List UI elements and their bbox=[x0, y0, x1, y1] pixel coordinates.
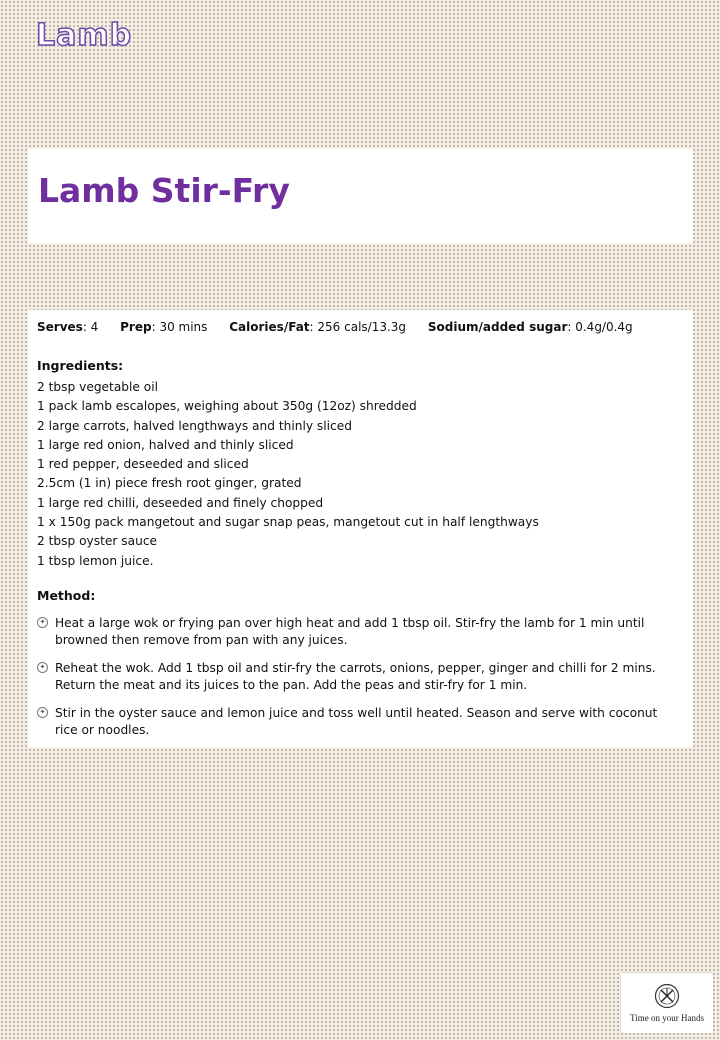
calories-label: Calories/Fat bbox=[229, 320, 310, 334]
ingredient-item: 2 large carrots, halved lengthways and thinly sliced bbox=[37, 418, 352, 433]
calories-value: : 256 cals/13.3g bbox=[309, 320, 407, 334]
bullet-icon: ✦ bbox=[37, 617, 48, 628]
clock-hands-icon bbox=[654, 983, 680, 1009]
ingredient-item: 1 red pepper, deseeded and sliced bbox=[37, 457, 249, 472]
method-step-text: Stir in the oyster sauce and lemon juice and toss well until heated. Season and serve with coconut rice or noodles. bbox=[55, 706, 658, 737]
serves-value: : 4 bbox=[82, 320, 99, 334]
method-step bbox=[37, 660, 677, 694]
ingredient-item: 1 x 150g pack mangetout and sugar snap peas, mangetout cut in half lengthways bbox=[37, 515, 539, 530]
logo-text: Time on your Hands bbox=[630, 1013, 704, 1023]
nutrition-facts bbox=[37, 320, 633, 334]
method-step-text: Heat a large wok or frying pan over high heat and add 1 tbsp oil. Stir-fry the lamb for 1 min until browned then remove from pan with any juices. bbox=[55, 616, 645, 647]
title-panel bbox=[28, 149, 693, 243]
serves-label: Serves bbox=[37, 320, 83, 334]
method-heading: Method: bbox=[37, 588, 96, 603]
ingredient-item: 1 large red onion, halved and thinly sliced bbox=[37, 437, 294, 452]
sodium-label: Sodium/added sugar bbox=[427, 320, 568, 334]
sodium-value: : 0.4g/0.4g bbox=[567, 320, 633, 334]
method-step-text: Reheat the wok. Add 1 tbsp oil and stir-fry the carrots, onions, pepper, ginger and chilli for 2 mins. Return the meat and its juices to the pan. Add the peas and stir-fry for 1 min. bbox=[55, 661, 656, 692]
ingredients-list bbox=[37, 378, 539, 571]
bullet-icon: ✦ bbox=[37, 707, 48, 718]
method-list bbox=[37, 615, 677, 750]
ingredient-item: 2.5cm (1 in) piece fresh root ginger, grated bbox=[37, 476, 302, 491]
category-heading: Lamb bbox=[36, 18, 133, 53]
recipe-panel bbox=[28, 310, 693, 747]
method-step bbox=[37, 615, 677, 649]
ingredients-heading: Ingredients: bbox=[37, 358, 124, 373]
bullet-icon: ✦ bbox=[37, 662, 48, 673]
ingredient-item: 2 tbsp oyster sauce bbox=[37, 534, 158, 549]
recipe-title: Lamb Stir-Fry bbox=[38, 171, 290, 210]
prep-value: : 30 mins bbox=[151, 320, 208, 334]
ingredient-item: 1 large red chilli, deseeded and finely chopped bbox=[37, 495, 324, 510]
logo bbox=[621, 973, 713, 1033]
ingredient-item: 2 tbsp vegetable oil bbox=[37, 380, 159, 394]
prep-label: Prep bbox=[120, 320, 152, 334]
ingredient-item: 1 pack lamb escalopes, weighing about 350g (12oz) shredded bbox=[37, 399, 417, 414]
ingredient-item: 1 tbsp lemon juice. bbox=[37, 553, 154, 568]
method-step bbox=[37, 705, 677, 739]
